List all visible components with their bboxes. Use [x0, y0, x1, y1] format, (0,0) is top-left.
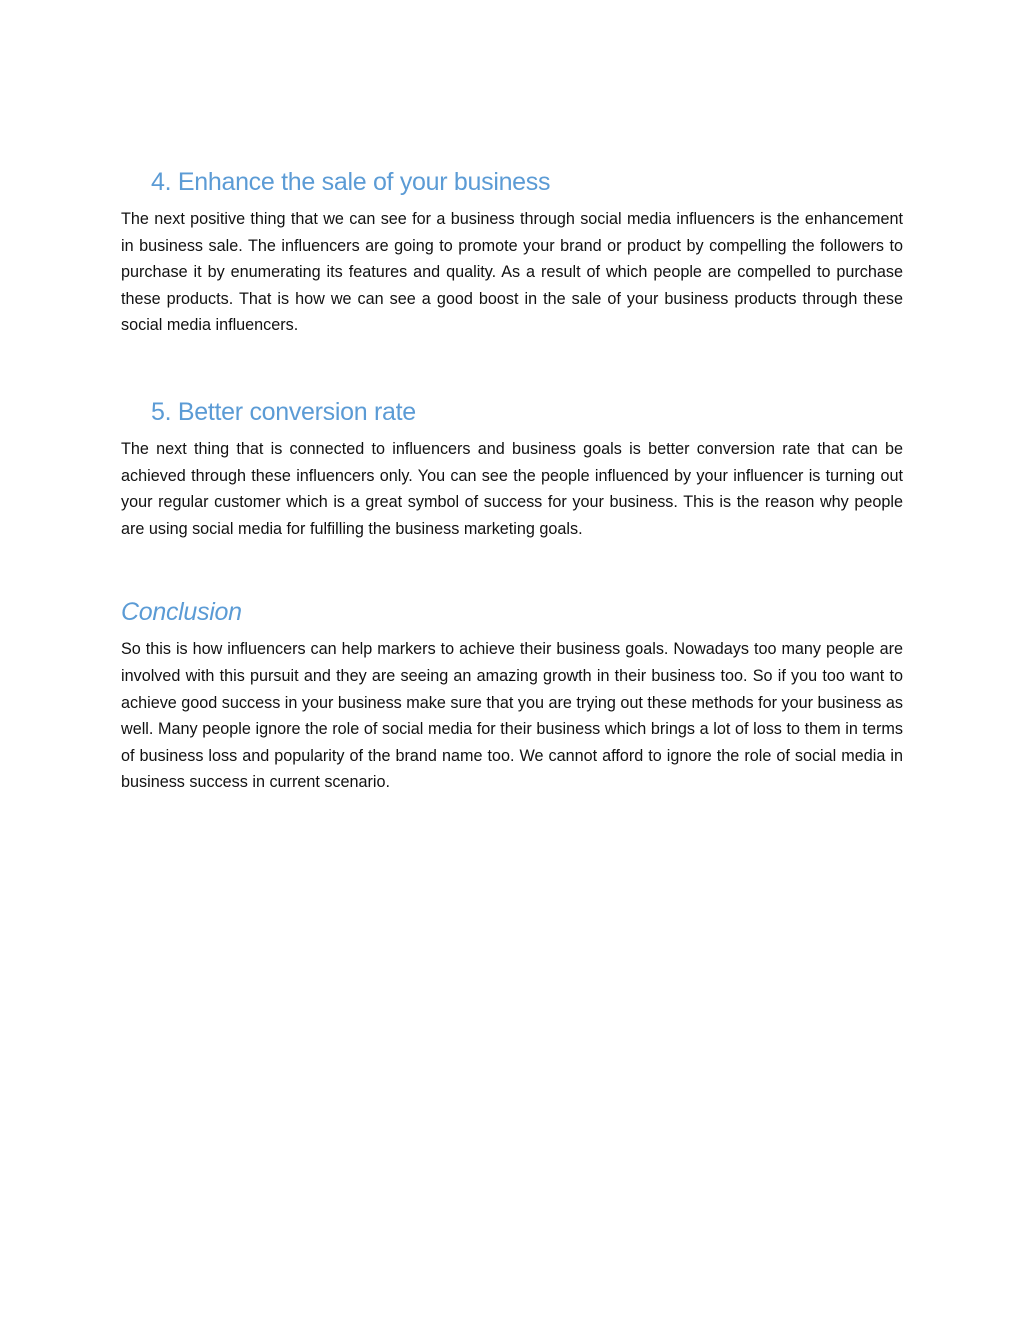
section-conversion-rate — [121, 394, 903, 542]
section-enhance-sale — [121, 164, 903, 339]
section-heading: 4. Enhance the sale of your business — [151, 168, 551, 196]
document-content — [121, 164, 903, 796]
section-conclusion — [121, 594, 903, 796]
section-paragraph: The next thing that is connected to influencers and business goals is better conversion rate that can be achieved through these influencers only. You can see the people influenced by your influencer is turning out your regular customer which is a great symbol of success for your business. This is the reason why people are using social media for fulfilling the business marketing goals. — [121, 439, 903, 538]
section-paragraph: So this is how influencers can help markers to achieve their business goals. Nowadays too many people are involved with this pursuit and they are seeing an amazing growth in their business too. So if you too want to achieve good success in your business make sure that you are trying out these methods for your business as well. Many people ignore the role of social media for their business which brings a lot of loss to them in terms of business loss and popularity of the brand name too. We cannot afford to ignore the role of social media in business success in current scenario. — [121, 640, 903, 792]
section-paragraph: The next positive thing that we can see for a business through social media influencers is the enhancement in business sale. The influencers are going to promote your brand or product by compelling the followers to purchase it by enumerating its features and quality. As a result of which people are compelled to purchase these products. That is how we can see a good boost in the sale of your business products through these social media influencers. — [121, 210, 903, 335]
conclusion-heading: Conclusion — [121, 598, 242, 627]
section-heading: 5. Better conversion rate — [151, 397, 416, 426]
